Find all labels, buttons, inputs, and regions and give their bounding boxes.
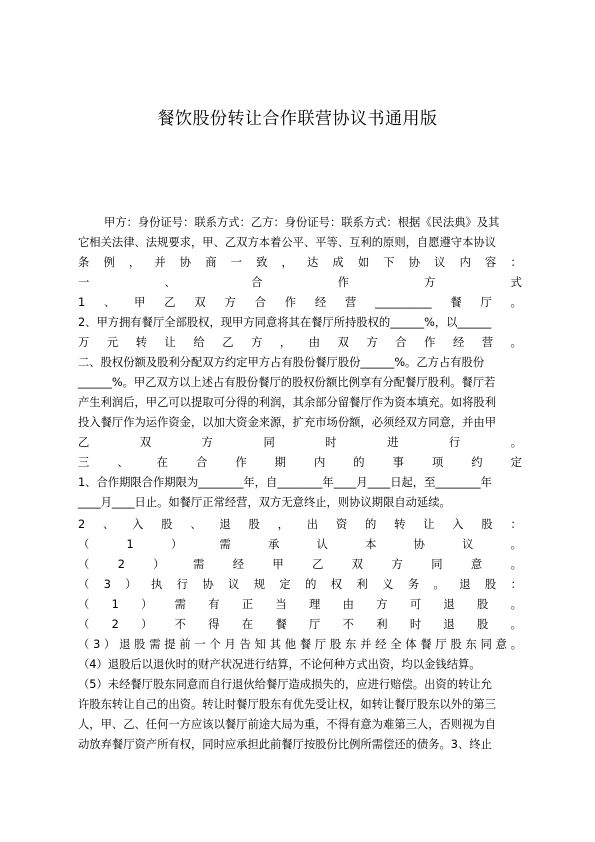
text-line: 一 、 合 作 方 式: [78, 276, 522, 289]
text-line: 二、股权份额及股利分配双方约定甲方占有股份餐厅股份______%。乙方占有股份: [78, 356, 485, 369]
text-line: 1 、 甲 乙 双 方 合 作 经 营 __________ 餐 厅 。: [78, 296, 522, 309]
text-line: 产生利润后，甲乙可以提取可分得的利润，其余部分留餐厅作为资本填充。如将股利: [78, 396, 496, 409]
text-line: 2 、 入 股 、 退 股 ， 出 资 的 转 让 入 股 ：: [78, 518, 522, 531]
text-line: 投入餐厅作为运作资金，以加大资金来源，扩充市场份额，必须经双方同意，并由甲: [78, 416, 496, 429]
text-line: ____月____日止。如餐厅正常经营，双方无意终止，则协议期限自动延续。: [78, 496, 451, 509]
text-line: （ 3 ） 退 股 需 提 前 一 个 月 告 知 其 他 餐 厅 股 东 并 经 全 体 餐 厅 股 东 同 意 。: [78, 638, 522, 651]
text-line: 2、甲方拥有餐厅全部股权，现甲方同意将其在餐厅所持股权的______%，以______: [78, 316, 492, 329]
text-line: （ 2 ） 不 得 在 餐 厅 不 利 时 退 股 。: [78, 618, 522, 631]
text-line: 乙 双 方 同 时 进 行 。: [78, 436, 522, 449]
text-line: 人，甲、乙、任何一方应该以餐厅前途大局为重，不得有意为难第三人，否则视为自: [78, 718, 496, 731]
text-line: ______%。甲乙双方以上述占有股份餐厅的股权份额比例享有分配餐厅股利。餐厅若: [78, 376, 496, 389]
text-line: （ 1 ） 需 承 认 本 协 议 。: [78, 538, 522, 551]
text-line: 许股东转让自己的出资。转让时餐厅股东有优先受让权，如转让餐厅股东以外的第三: [78, 698, 496, 711]
text-line: 1、合作期限合作期限为________年，自________年____月____日起，至________年: [78, 476, 492, 489]
text-line: （ 2 ） 需 经 甲 乙 双 方 同 意 。: [78, 558, 522, 571]
text-line: 动放弃餐厅资产所有权，同时应承担此前餐厅按股份比例所需偿还的债务。3、终止: [78, 738, 492, 751]
text-line: 三 、 在 合 作 期 内 的 事 项 约 定: [78, 456, 522, 469]
text-line: （ 3 ） 执 行 协 议 规 定 的 权 利 义 务 。 退 股 ：: [78, 578, 522, 591]
text-line: 条 例 ， 并 协 商 一 致 ， 达 成 如 下 协 议 内 容 ：: [78, 256, 522, 269]
text-line: 万 元 转 让 给 乙 方 ， 由 双 方 合 作 经 营 。: [78, 336, 522, 349]
text-line: （5）未经餐厅股东同意而自行退伙给餐厅造成损失的，应进行赔偿。出资的转让允: [78, 678, 492, 691]
text-line: 甲方：身份证号：联系方式：乙方：身份证号：联系方式：根据《民法典》及其: [104, 216, 500, 229]
text-line: （4）退股后以退伙时的财产状况进行结算，不论何种方式出资，均以金钱结算。: [78, 658, 481, 671]
document-title: 餐饮股份转让合作联营协议书通用版: [157, 109, 438, 129]
text-line: （ 1 ） 需 有 正 当 理 由 方 可 退 股 。: [78, 598, 522, 611]
text-line: 它相关法律、法规要求，甲、乙双方本着公平、平等、互利的原则，自愿遵守本协议: [78, 236, 496, 249]
